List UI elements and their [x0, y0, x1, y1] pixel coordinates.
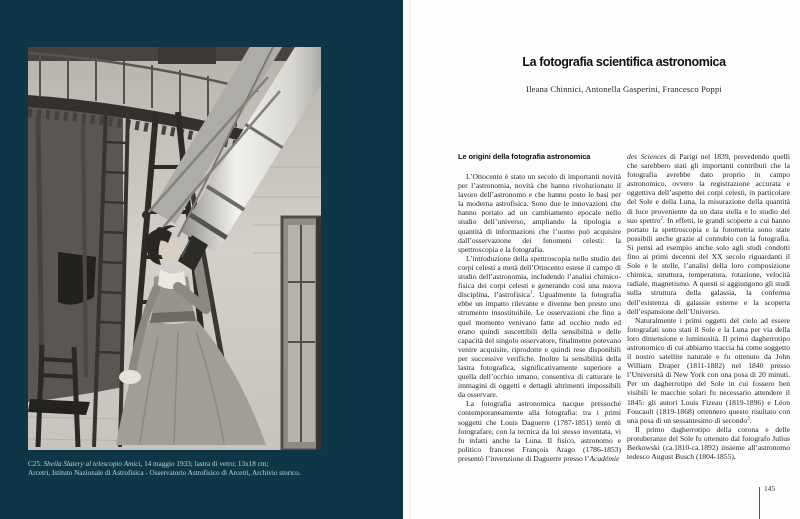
column-right-text: [627, 152, 790, 461]
telescope-photo-illustration: [28, 47, 321, 450]
body-paragraph: Il primo dagherrotipo della corona e delle protuberanze del Sole fu ottenuto dal fotografo Julius Berkowski (ca.1810-ca.1892) insieme all’astronomo tedesco August Busch (1804-1855),: [627, 424, 790, 462]
body-paragraph: Naturalmente i primi oggetti del cielo ad essere fotografati sono stati il Sole e la Luna per via della loro dimensione e luminosità. Il primo dagherrotipo astronomico di cui abbiamo traccia ha come soggetto il nostro satellite naturale e fu ottenuto da John William Draper (1811-1882) nel 1840 presso l’Università di New York con una posa di 20 minuti. Per un dagherrotipo del Sole in cui fossero ben visibili le macchie solari fu necessario attendere il 1845: gli autori Louis Fizeau (1819-1896) e Léon Foucault (1819-1868) ottennero questo risultato con una posa di un sessantesimo di secondo$^3$.: [627, 315, 790, 425]
photo-caption-line-2: Arcetri, Istituto Nazionale di Astrofisica - Osservatorio Astrofisico di Arcetri, Archivio storico.: [28, 468, 301, 477]
column-left-text: [458, 172, 621, 463]
section-heading: Le origini della fotografia astronomica: [458, 152, 591, 161]
body-paragraph: La fotografia astronomica nacque pressoché contemporaneamente alla fotografia: tra i primi soggetti che Louis Daguerre (1787-1851) tentò di fotografare, con la tecnica da lui stesso inventata, vi fu infatti anche la Luna. Il fisico, astronomo e politico francese François Arago (1786-1853) presentò l’invenzione di Daguerre presso l’Académie: [458, 399, 621, 463]
body-paragraph: L’Ottocento è stato un secolo di importanti novità per l’astronomia, novità che hanno rivoluzionato il lavoro dell’astronomo e che hanno posto le basi per la moderna astrofisica. Sono due le innovazioni che hanno portato ad un cambiamento epocale nello studio dell’universo, ampliando la tipologia e quantità di informazioni che l’uomo può acquisire dall’osservazione dei fenomeni celesti: la spettroscopia e la fotografia.: [458, 172, 621, 254]
photo-caption-line-1: C25. Sheila Slatery al telescopio Amici, 14 maggio 1933; lastra di vetro; 13x18 cm;: [28, 460, 269, 468]
article-authors: Ileana Chinnici, Antonella Gasperini, Francesco Poppi: [526, 84, 722, 94]
column-right: [627, 152, 790, 463]
page-seam: [410, 0, 411, 519]
body-paragraph: des Sciences di Parigi nel 1839, prevedendo quelli che sarebbero stati gli importanti contributi che la fotografia avrebbe dato proprio in campo astronomico, ovvero la registrazione accurata e oggettiva dell’aspetto dei corpi celesti, in particolare del Sole e della Luna, la misurazione della quantità di luce proveniente da un data stella e lo studio del suo spettro$^2$. In effetti, le grandi scoperte a cui hanno portato la spettroscopia e la fotometria sono state possibili anche grazie al connubio con la fotografia. Si pensi ad esempio anche solo agli studi condotti fino ai primi decenni del XX secolo riguardanti il Sole e le stelle, l’analisi della loro composizione chimica, struttura, temperatura, rotazione, velocità radiale, magnetismo. A questi si aggiungono gli studi sulla struttura della galassia, la conferma dell’esistenza di galassie esterne e la scoperta dell’espansione dell’Universo.: [627, 152, 791, 316]
page-number: 145: [764, 484, 776, 493]
right-page: [403, 0, 800, 519]
column-left: [458, 152, 621, 463]
article-title: La fotografia scientifica astronomica: [522, 55, 726, 70]
door: [282, 217, 321, 450]
folio-rule: [759, 487, 760, 519]
telescope-photo: [28, 47, 321, 450]
body-paragraph: L’introduzione della spettroscopia nello studio dei corpi celesti a metà dell’Ottocento estese il campo di studio dell’astronomia, includendo l’analisi chimico-fisica dei corpi celesti e generando così una nuova disciplina, l’astrofisica$^1$. Ugualmente la fotografia ebbe un impatto rilevante e divenne ben presto uno strumento insostituibile. Le osservazioni che fino a quel momento venivano fatte ad occhio nudo ed erano quindi suscettibili della sensibilità e delle capacità del singolo osservatore, finalmente potevano venire acquisite, riprodotte e quindi rese disponibili per successive verifiche. Inoltre la sensibilità della lastra fotografica, significativamente superiore a quella dell’occhio umano, consentiva di catturare le immagini di oggetti e dettagli altrimenti impossibili da osservare.: [458, 253, 622, 400]
photo-caption: [28, 460, 338, 477]
article-columns: [458, 152, 790, 463]
